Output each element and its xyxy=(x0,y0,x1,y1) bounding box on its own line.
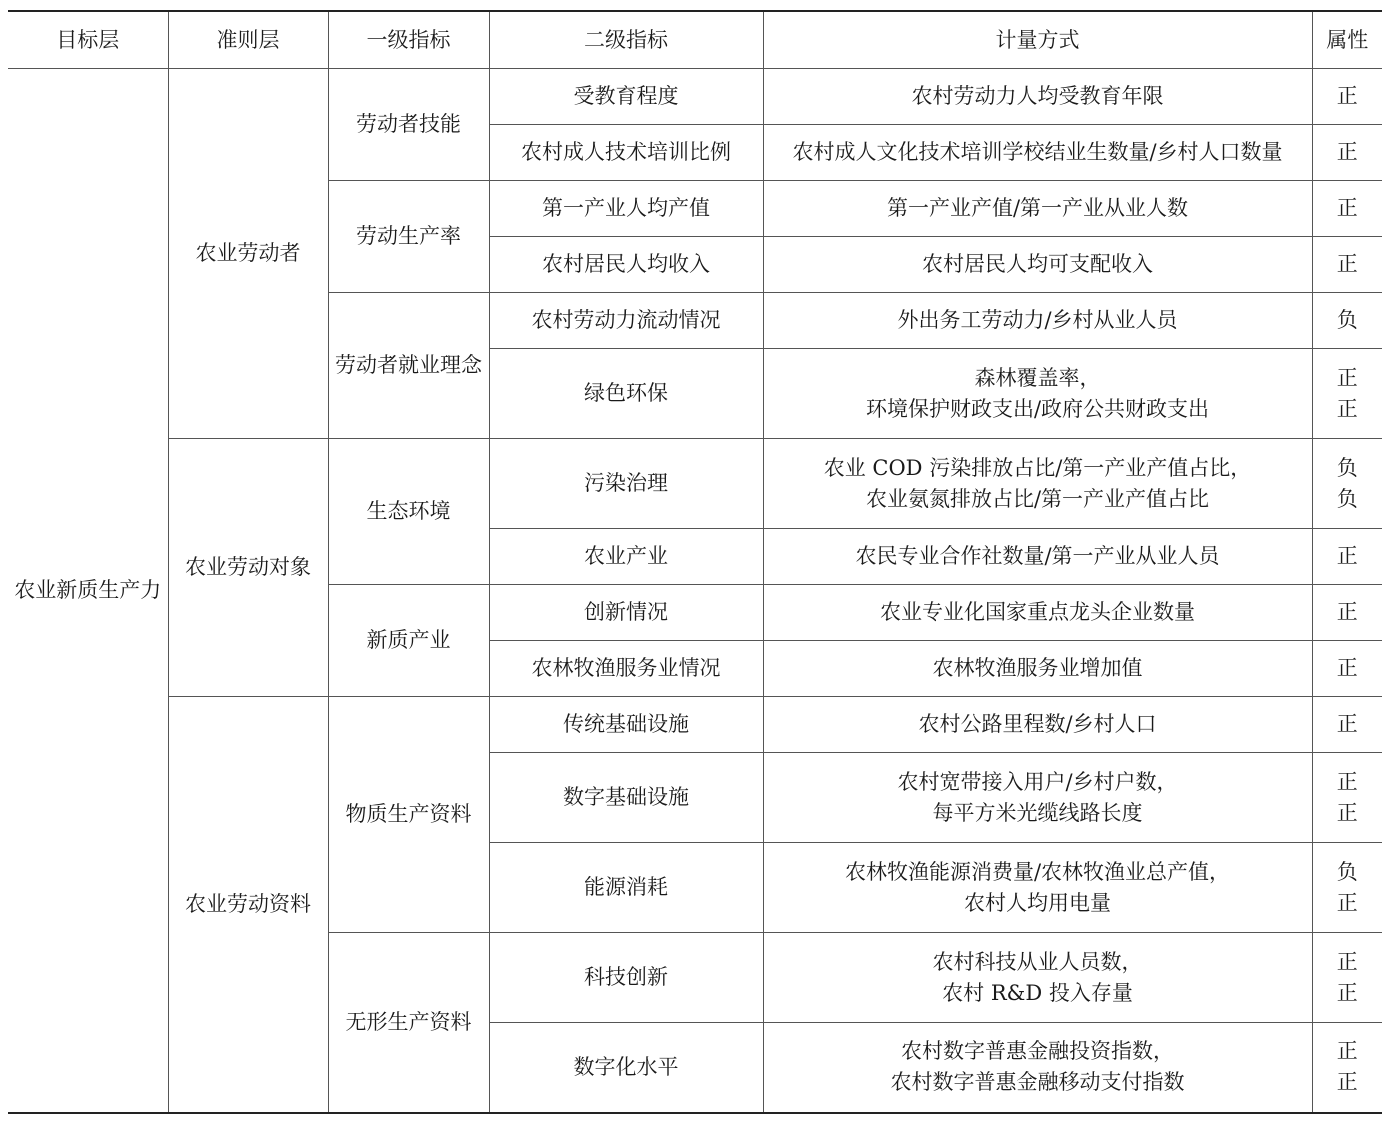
attr-cell: 正 xyxy=(1312,641,1382,697)
attr-line: 正 xyxy=(1336,396,1358,421)
measure-line: 每平方米光缆线路长度 xyxy=(932,800,1143,825)
measure-line: 环境保护财政支出/政府公共财政支出 xyxy=(865,396,1210,421)
measure-cell: 农林牧渔服务业增加值 xyxy=(763,641,1312,697)
measure-line: 农村人均用电量 xyxy=(964,890,1111,915)
measure-line: 农村科技从业人员数， xyxy=(932,949,1143,974)
attr-cell: 正 xyxy=(1312,181,1382,237)
attr-line: 负 xyxy=(1336,455,1358,480)
attr-line: 正 xyxy=(1336,1039,1358,1064)
level2-cell: 污染治理 xyxy=(489,439,763,529)
level2-cell: 数字化水平 xyxy=(489,1023,763,1113)
measure-cell xyxy=(763,349,1312,439)
header-goal: 目标层 xyxy=(8,11,168,69)
measure-line: 农业氨氮排放占比/第一产业产值占比 xyxy=(865,486,1210,511)
measure-cell: 农村公路里程数/乡村人口 xyxy=(763,697,1312,753)
attr-cell xyxy=(1312,439,1382,529)
attr-cell xyxy=(1312,933,1382,1023)
level1-cell: 生态环境 xyxy=(328,439,489,585)
measure-cell: 外出务工劳动力/乡村从业人员 xyxy=(763,293,1312,349)
level1-cell: 无形生产资料 xyxy=(328,933,489,1113)
level1-cell: 劳动者就业理念 xyxy=(328,293,489,439)
attr-line: 正 xyxy=(1336,1070,1358,1095)
measure-cell: 农业专业化国家重点龙头企业数量 xyxy=(763,585,1312,641)
measure-cell: 农村劳动力人均受教育年限 xyxy=(763,69,1312,125)
table-row xyxy=(8,439,1382,529)
attr-cell: 正 xyxy=(1312,69,1382,125)
level2-cell: 农村成人技术培训比例 xyxy=(489,125,763,181)
measure-cell xyxy=(763,753,1312,843)
level1-cell: 物质生产资料 xyxy=(328,697,489,933)
measure-line: 农村数字普惠金融移动支付指数 xyxy=(890,1070,1185,1095)
attr-cell: 正 xyxy=(1312,125,1382,181)
level2-cell: 受教育程度 xyxy=(489,69,763,125)
attr-cell xyxy=(1312,349,1382,439)
level2-cell: 科技创新 xyxy=(489,933,763,1023)
attr-line: 正 xyxy=(1336,365,1358,390)
level2-cell: 能源消耗 xyxy=(489,843,763,933)
attr-cell: 负 xyxy=(1312,293,1382,349)
header-row xyxy=(8,11,1382,69)
measure-cell: 农民专业合作社数量/第一产业从业人员 xyxy=(763,529,1312,585)
measure-cell xyxy=(763,439,1312,529)
measure-line: 农村宽带接入用户/乡村户数， xyxy=(897,769,1178,794)
level2-cell: 创新情况 xyxy=(489,585,763,641)
measure-line: 农业 COD 污染排放占比/第一产业产值占比， xyxy=(823,455,1252,480)
attr-line: 正 xyxy=(1336,980,1358,1005)
level2-cell: 数字基础设施 xyxy=(489,753,763,843)
attr-line: 正 xyxy=(1336,769,1358,794)
level2-cell: 农村居民人均收入 xyxy=(489,237,763,293)
attr-cell: 正 xyxy=(1312,529,1382,585)
level1-cell: 劳动者技能 xyxy=(328,69,489,181)
level1-cell: 新质产业 xyxy=(328,585,489,697)
level2-cell: 绿色环保 xyxy=(489,349,763,439)
level2-cell: 农村劳动力流动情况 xyxy=(489,293,763,349)
attr-cell xyxy=(1312,1023,1382,1113)
attr-line: 正 xyxy=(1336,949,1358,974)
measure-line: 农村 R&D 投入存量 xyxy=(942,980,1133,1005)
attr-cell: 正 xyxy=(1312,697,1382,753)
header-measure: 计量方式 xyxy=(763,11,1312,69)
level2-cell: 第一产业人均产值 xyxy=(489,181,763,237)
header-level1: 一级指标 xyxy=(328,11,489,69)
attr-line: 正 xyxy=(1336,890,1358,915)
measure-cell: 第一产业产值/第一产业从业人数 xyxy=(763,181,1312,237)
table-row xyxy=(8,697,1382,753)
level2-cell: 农业产业 xyxy=(489,529,763,585)
criteria-cell: 农业劳动对象 xyxy=(168,439,328,697)
table-row xyxy=(8,69,1382,125)
attr-line: 正 xyxy=(1336,800,1358,825)
header-criteria: 准则层 xyxy=(168,11,328,69)
measure-cell xyxy=(763,933,1312,1023)
attr-line: 负 xyxy=(1336,859,1358,884)
measure-line: 农村数字普惠金融投资指数， xyxy=(901,1039,1174,1064)
attr-cell xyxy=(1312,843,1382,933)
measure-cell xyxy=(763,843,1312,933)
measure-cell: 农村居民人均可支配收入 xyxy=(763,237,1312,293)
attr-line: 负 xyxy=(1336,486,1358,511)
indicator-table xyxy=(8,10,1382,1114)
measure-line: 农林牧渔能源消费量/农林牧渔业总产值， xyxy=(844,859,1231,884)
level2-cell: 农林牧渔服务业情况 xyxy=(489,641,763,697)
attr-cell: 正 xyxy=(1312,585,1382,641)
header-attr: 属性 xyxy=(1312,11,1382,69)
attr-cell xyxy=(1312,753,1382,843)
measure-line: 森林覆盖率， xyxy=(974,365,1101,390)
measure-cell xyxy=(763,1023,1312,1113)
goal-cell: 农业新质生产力 xyxy=(8,69,168,1113)
attr-cell: 正 xyxy=(1312,237,1382,293)
header-level2: 二级指标 xyxy=(489,11,763,69)
level1-cell: 劳动生产率 xyxy=(328,181,489,293)
criteria-cell: 农业劳动者 xyxy=(168,69,328,439)
level2-cell: 传统基础设施 xyxy=(489,697,763,753)
measure-cell: 农村成人文化技术培训学校结业生数量/乡村人口数量 xyxy=(763,125,1312,181)
criteria-cell: 农业劳动资料 xyxy=(168,697,328,1113)
